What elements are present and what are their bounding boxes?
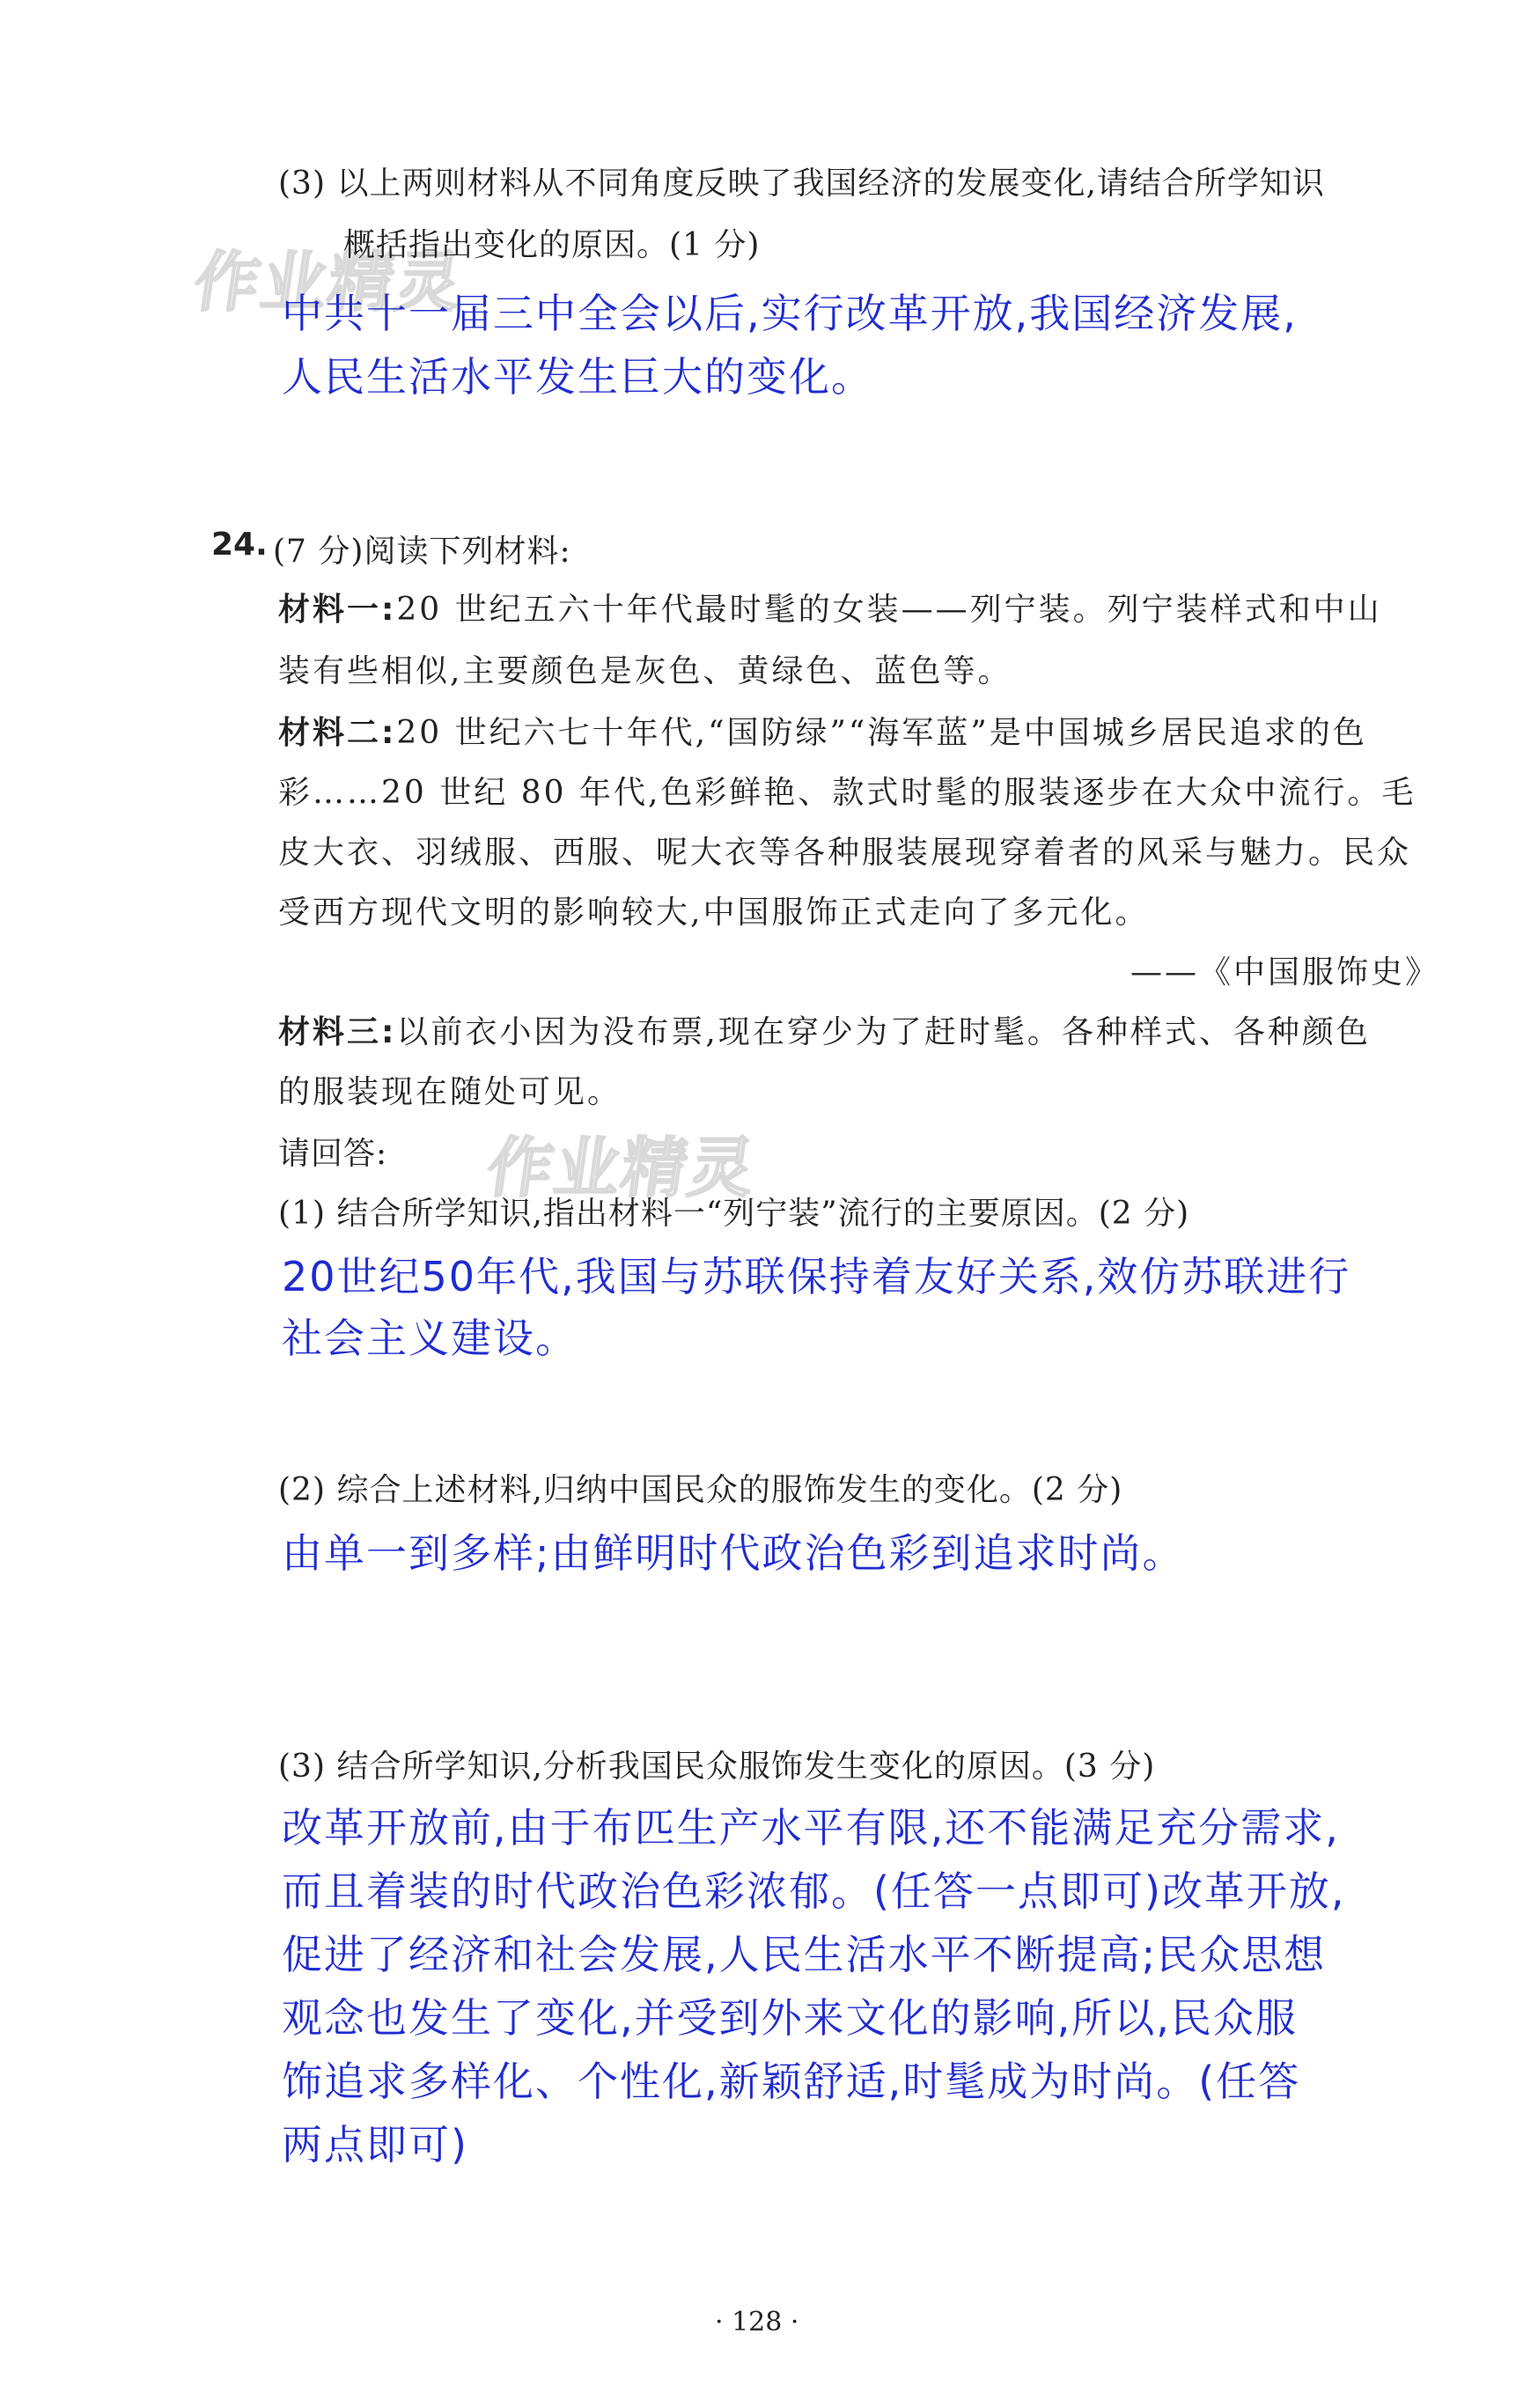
material2-source: ——《中国服饰史》 [1130, 954, 1439, 990]
q24-part2-answer-line1: 由单一到多样;由鲜明时代政治色彩到追求时尚。 [282, 1529, 1185, 1577]
please-answer-prompt: 请回答: [278, 1136, 388, 1172]
q24-part3-answer-line5: 饰追求多样化、个性化,新颖舒适,时髦成为时尚。(任答 [282, 2058, 1301, 2105]
material2-line4: 受西方现代文明的影响较大,中国服饰正式走向了多元化。 [278, 895, 1150, 931]
watermark-middle: 作业精灵 [482, 1130, 762, 1206]
material3-text: 以前衣小因为没布票,现在穿少为了赶时髦。各种样式、各种颜色 [396, 1014, 1371, 1050]
material1-label: 材料一: [278, 592, 397, 628]
q24-part3-question: (3) 结合所学知识,分析我国民众服饰发生变化的原因。(3 分) [278, 1749, 1156, 1785]
material2-line3: 皮大衣、羽绒服、西服、呢大衣等各种服装展现穿着者的风采与魅力。民众 [278, 835, 1412, 871]
material2-line1 [278, 708, 1367, 753]
watermark-top: 作业精灵 [189, 245, 468, 320]
material3-line1 [278, 1007, 1371, 1052]
q24-part3-answer-line1: 改革开放前,由于布匹生产水平有限,还不能满足充分需求, [282, 1804, 1340, 1852]
q23-part3-question-line2: 概括指出变化的原因。(1 分) [343, 227, 761, 263]
q23-part3-answer-line1: 中共十一届三中全会以后,实行改革开放,我国经济发展, [282, 290, 1298, 337]
material2-label: 材料二: [278, 715, 397, 751]
material1-line2: 装有些相似,主要颜色是灰色、黄绿色、蓝色等。 [278, 653, 1012, 689]
q24-part3-answer-line6: 两点即可) [282, 2121, 468, 2169]
material2-text: 20 世纪六七十年代,“国防绿”“海军蓝”是中国城乡居民追求的色 [396, 715, 1367, 751]
material3-line2: 的服装现在随处可见。 [278, 1074, 622, 1110]
q24-part1-answer-line2: 社会主义建设。 [282, 1314, 578, 1362]
q23-part3-question-line1: (3) 以上两则材料从不同角度反映了我国经济的发展变化,请结合所学知识 [278, 166, 1325, 202]
material1-line1 [278, 585, 1382, 630]
q24-intro: (7 分)阅读下列材料: [273, 534, 571, 570]
page-number: · 128 · [715, 2307, 799, 2338]
q24-part2-question: (2) 综合上述材料,归纳中国民众的服饰发生的变化。(2 分) [278, 1472, 1123, 1508]
q24-part1-question: (1) 结合所学知识,指出材料一“列宁装”流行的主要原因。(2 分) [278, 1196, 1190, 1232]
q24-part3-answer-line4: 观念也发生了变化,并受到外来文化的影响,所以,民众服 [282, 1994, 1298, 2042]
material2-line2: 彩……20 世纪 80 年代,色彩鲜艳、款式时髦的服装逐步在大众中流行。毛 [278, 775, 1417, 811]
q24-number: 24. [211, 527, 268, 563]
material3-label: 材料三: [278, 1014, 397, 1050]
q24-part3-answer-line2: 而且着装的时代政治色彩浓郁。(任答一点即可)改革开放, [282, 1867, 1346, 1915]
q24-part3-answer-line3: 促进了经济和社会发展,人民生活水平不断提高;民众思想 [282, 1931, 1327, 1978]
q24-part1-answer-line1: 20世纪50年代,我国与苏联保持着友好关系,效仿苏联进行 [282, 1253, 1351, 1300]
material1-text: 20 世纪五六十年代最时髦的女装——列宁装。列宁装样式和中山 [396, 592, 1382, 628]
q23-part3-answer-line2: 人民生活水平发生巨大的变化。 [282, 353, 873, 401]
